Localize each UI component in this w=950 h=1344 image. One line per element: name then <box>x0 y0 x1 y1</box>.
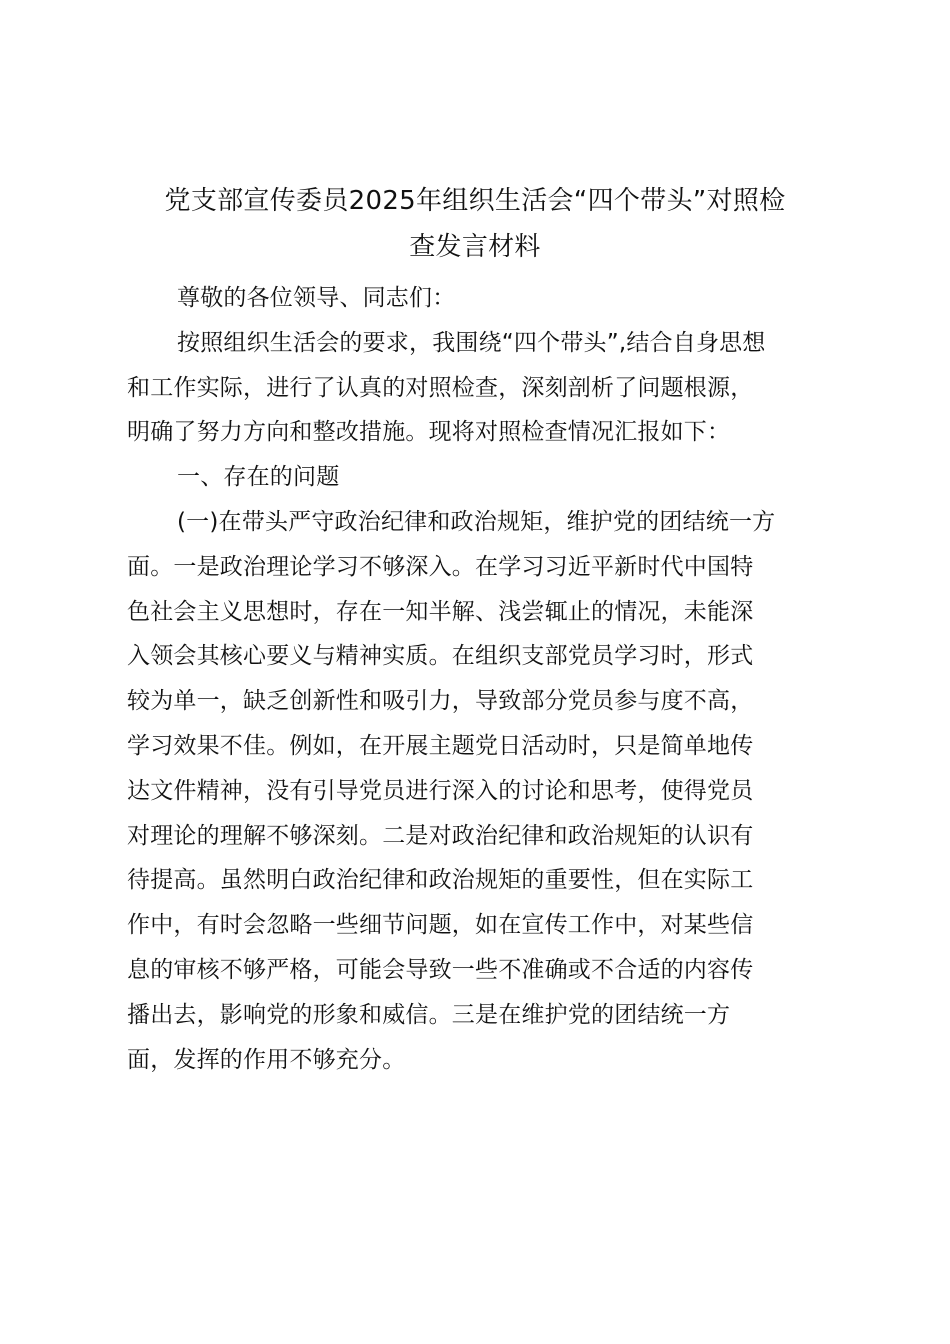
intro-line: 和工作实际，进行了认真的对照检查，深刻剖析了问题根源， <box>127 374 754 401</box>
title-line: 查发言材料 <box>409 232 541 262</box>
section-one-line: 较为单一，缺乏创新性和吸引力，导致部分党员参与度不高， <box>127 688 754 715</box>
title-line: 党支部宣传委员2025年组织生活会“四个带头”对照检 <box>164 186 786 216</box>
document-title <box>127 178 823 270</box>
section-one-line: 入领会其核心要义与精神实质。在组织支部党员学习时，形式 <box>127 643 754 670</box>
section-one-line: 面，发挥的作用不够充分。 <box>127 1046 406 1073</box>
section-one-line: (一)在带头严守政治纪律和政治规矩，维护党的团结统一方 <box>177 508 776 535</box>
section-one-line: 色社会主义思想时，存在一知半解、浅尝辄止的情况，未能深 <box>127 598 754 625</box>
greeting: 尊敬的各位领导、同志们： <box>177 285 456 311</box>
intro-line: 按照组织生活会的要求，我围绕“四个带头”,结合自身思想 <box>177 329 766 356</box>
section-one-line: 对理论的理解不够深刻。二是对政治纪律和政治规矩的认识有 <box>127 822 754 849</box>
section-one-line: 播出去，影响党的形象和威信。三是在维护党的团结统一方 <box>127 1001 731 1028</box>
section-one-line: 待提高。虽然明白政治纪律和政治规矩的重要性，但在实际工 <box>127 867 754 894</box>
intro-line: 明确了努力方向和整改措施。现将对照检查情况汇报如下： <box>127 419 731 446</box>
section-one-line: 息的审核不够严格，可能会导致一些不准确或不合适的内容传 <box>127 956 754 983</box>
document-body <box>127 276 827 1082</box>
section-one-line: 作中，有时会忽略一些细节问题，如在宣传工作中，对某些信 <box>127 912 754 939</box>
section-heading: 一、存在的问题 <box>177 464 340 491</box>
section-one-line: 面。一是政治理论学习不够深入。在学习习近平新时代中国特 <box>127 553 754 580</box>
section-one-line: 学习效果不佳。例如，在开展主题党日活动时，只是简单地传 <box>127 732 754 759</box>
section-one-line: 达文件精神，没有引导党员进行深入的讨论和思考，使得党员 <box>127 777 754 804</box>
